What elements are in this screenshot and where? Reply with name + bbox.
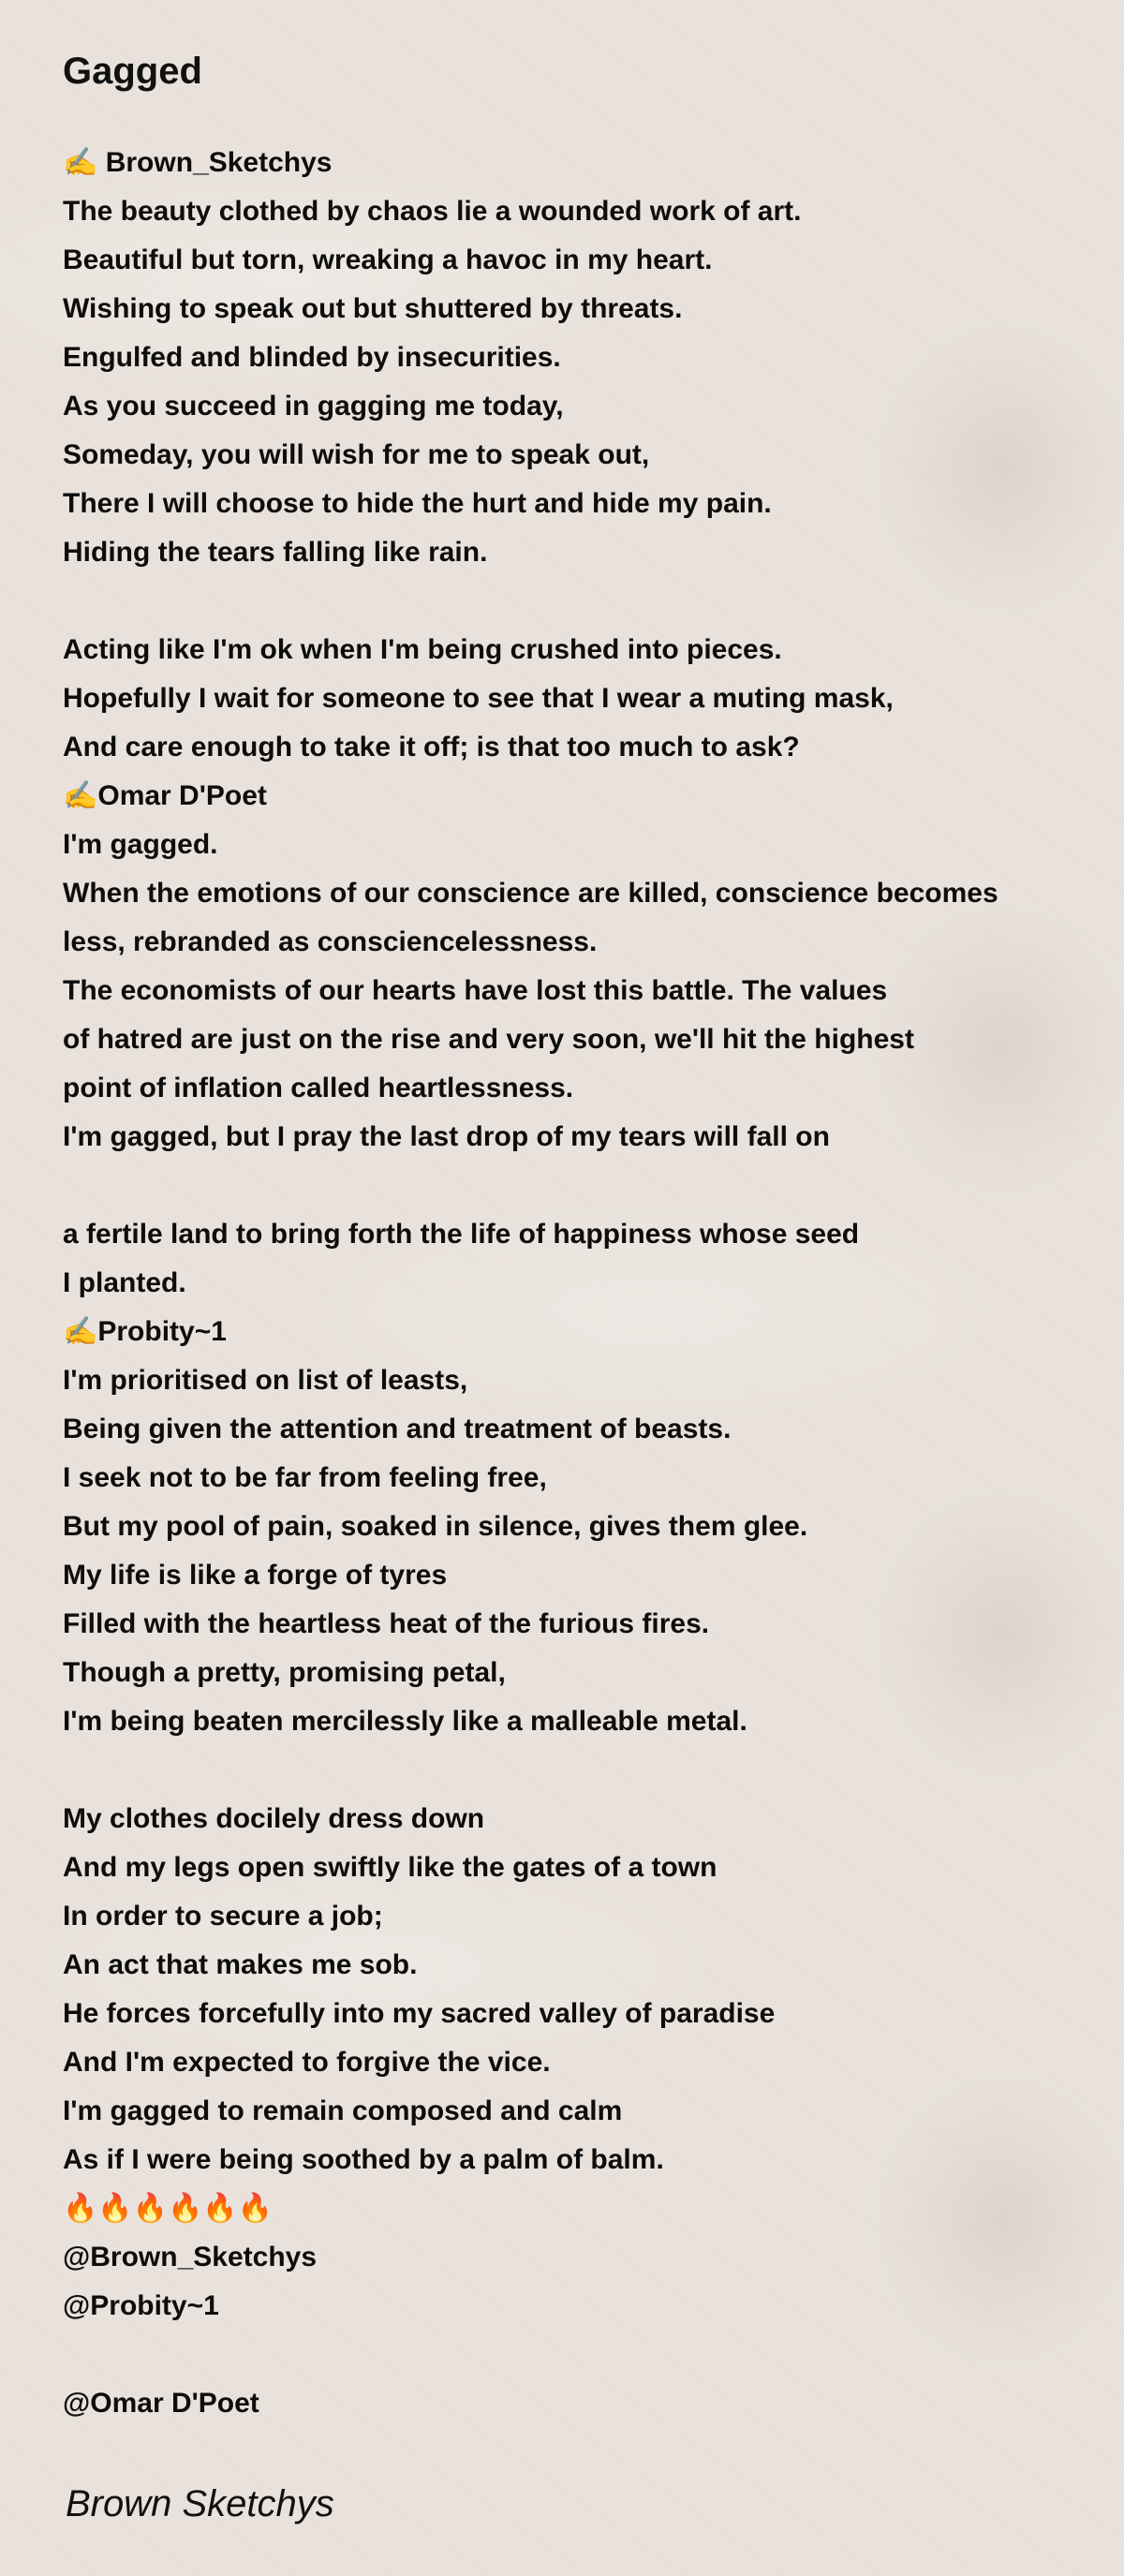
poem-line: My clothes docilely dress down: [63, 1803, 485, 1834]
poem-line: I'm gagged to remain composed and calm: [63, 2095, 623, 2126]
poem-line: An act that makes me sob.: [63, 1949, 418, 1980]
poem-line: Though a pretty, promising petal,: [63, 1657, 506, 1688]
poem-author: Brown Sketchys: [66, 2483, 334, 2524]
poem-line: ✍️ Brown_Sketchys: [63, 147, 333, 178]
poem-line: I'm being beaten mercilessly like a malleable metal.: [63, 1706, 747, 1737]
poem-line: Hiding the tears falling like rain.: [63, 537, 488, 568]
poem-line: I'm gagged.: [63, 829, 218, 860]
poem-line: The economists of our hearts have lost this battle. The values: [63, 975, 888, 1006]
poem-body: [63, 139, 1102, 2428]
poem-line: Hopefully I wait for someone to see that I wear a muting mask,: [63, 683, 894, 714]
poem-line: Beautiful but torn, wreaking a havoc in my heart.: [63, 244, 713, 275]
poem-line: @Brown_Sketchys: [63, 2242, 318, 2273]
poem-line: As you succeed in gagging me today,: [63, 391, 564, 422]
poem-line: point of inflation called heartlessness.: [63, 1073, 574, 1103]
poem-line: @Omar D'Poet: [63, 2388, 259, 2419]
poem-line: And my legs open swiftly like the gates of a town: [63, 1852, 717, 1883]
poem-line: In order to secure a job;: [63, 1901, 383, 1932]
poem-line: @Probity~1: [63, 2290, 219, 2321]
poem-line: The beauty clothed by chaos lie a wounded work of art.: [63, 196, 802, 227]
poem-line: As if I were being soothed by a palm of balm.: [63, 2144, 664, 2175]
poem-line: Wishing to speak out but shuttered by threats.: [63, 293, 683, 324]
poem-line: My life is like a forge of tyres: [63, 1560, 448, 1591]
poem-line: Being given the attention and treatment of beasts.: [63, 1414, 732, 1444]
poem-line: There I will choose to hide the hurt and hide my pain.: [63, 488, 772, 519]
poem-line: Someday, you will wish for me to speak out,: [63, 439, 650, 470]
poem-line: 🔥🔥🔥🔥🔥🔥: [63, 2193, 274, 2224]
poem-title: Gagged: [63, 51, 202, 92]
poem-line: ✍️Probity~1: [63, 1316, 227, 1347]
poem-line: Acting like I'm ok when I'm being crushed into pieces.: [63, 634, 782, 665]
poem-line: Engulfed and blinded by insecurities.: [63, 342, 561, 373]
poem-line: [63, 1162, 1102, 1210]
poem-line: [63, 577, 1102, 626]
poem-line: I seek not to be far from feeling free,: [63, 1462, 547, 1493]
poem-line: When the emotions of our conscience are killed, conscience becomes: [63, 878, 998, 909]
poem-line: I planted.: [63, 1267, 186, 1298]
poem-line: But my pool of pain, soaked in silence, gives them glee.: [63, 1511, 808, 1542]
poem-line: He forces forcefully into my sacred valley of paradise: [63, 1998, 776, 2029]
poem-line: I'm prioritised on list of leasts,: [63, 1365, 468, 1396]
poem-line: [63, 2331, 1102, 2379]
poem-line: Filled with the heartless heat of the furious fires.: [63, 1608, 710, 1639]
poem-line: ✍️Omar D'Poet: [63, 780, 267, 811]
poem-line: a fertile land to bring forth the life of happiness whose seed: [63, 1219, 860, 1250]
poem-line: less, rebranded as consciencelessness.: [63, 926, 598, 957]
poem-line: [63, 1746, 1102, 1795]
poem-line: And care enough to take it off; is that too much to ask?: [63, 732, 800, 762]
poem-line: of hatred are just on the rise and very soon, we'll hit the highest: [63, 1024, 914, 1055]
poem-line: And I'm expected to forgive the vice.: [63, 2047, 551, 2078]
poem-line: I'm gagged, but I pray the last drop of my tears will fall on: [63, 1121, 830, 1152]
